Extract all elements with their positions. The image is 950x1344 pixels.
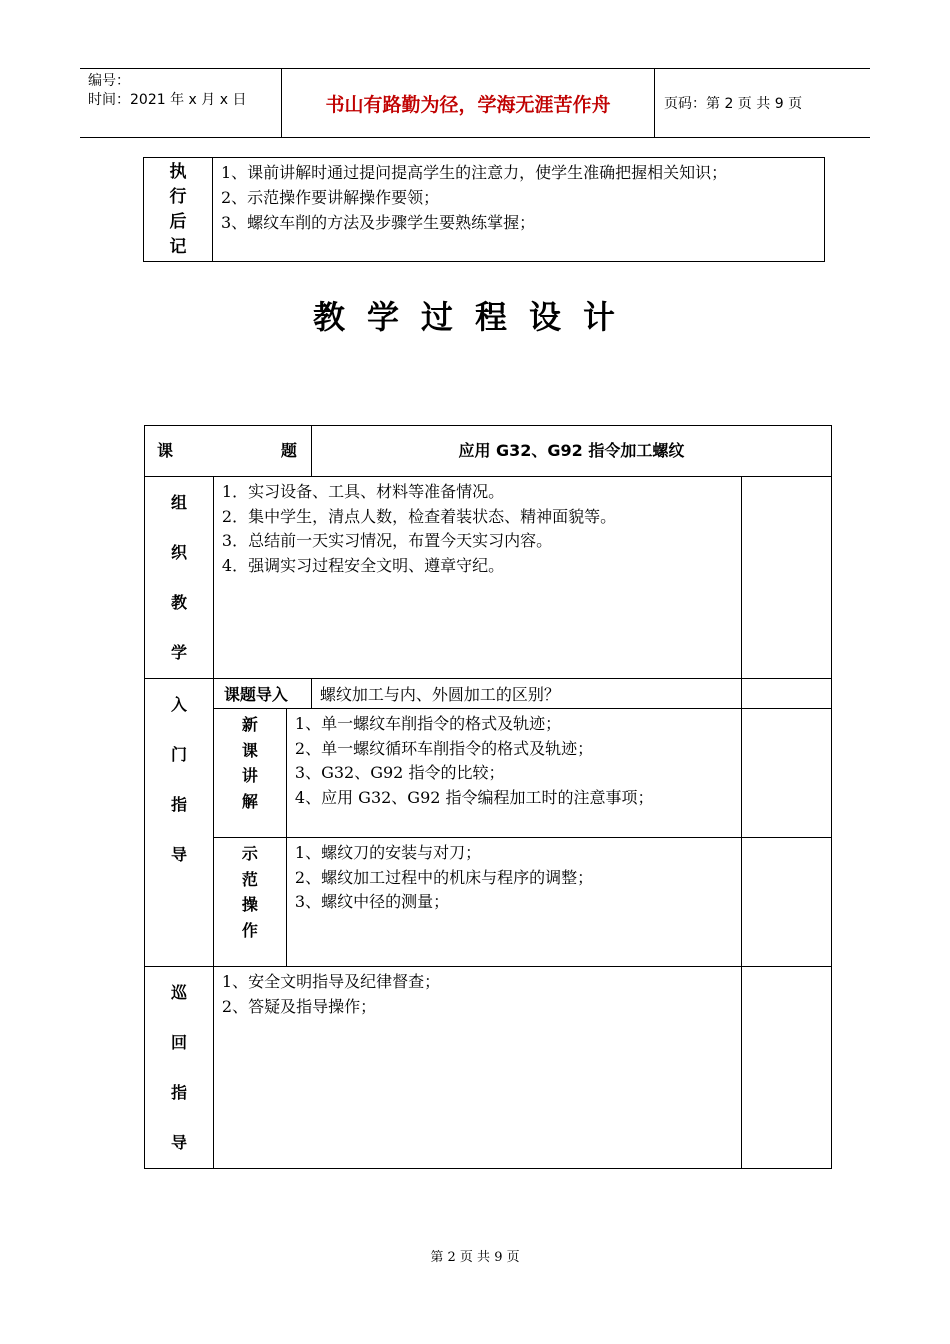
patrol-content (213, 967, 741, 1169)
lead-in-label: 课题导入 (213, 679, 311, 709)
notes-line: 1、课前讲解时通过提问提高学生的注意力，使学生准确把握相关知识； (221, 163, 728, 182)
org-label: 组 织 教 学 (145, 477, 214, 679)
new-lesson-line: 4、应用 G32、G92 指令编程加工时的注意事项； (294, 787, 654, 807)
lead-in-remark (742, 679, 832, 709)
number-label: 编号： (88, 73, 130, 89)
header-page-label: 页码：第 2 页 共 9 页 (664, 96, 803, 112)
topic-value: 应用 G32、G92 指令加工螺纹 (311, 426, 831, 477)
new-lesson-line: 2、单一螺纹循环车削指令的格式及轨迹； (294, 738, 594, 758)
topic-label: 课 题 (145, 426, 312, 477)
demo-line: 1、螺纹刀的安装与对刀； (294, 843, 482, 862)
notes-label: 执 行 后 记 (144, 158, 213, 262)
notes-line: 3、螺纹车削的方法及步骤学生要熟练掌握； (221, 213, 536, 232)
new-lesson-line: 3、G32、G92 指令的比较； (294, 763, 505, 782)
demo-content (286, 838, 741, 967)
demo-label: 示 范 操 作 (213, 838, 286, 967)
demo-remark (742, 838, 832, 967)
header-meta (80, 69, 282, 137)
new-lesson-remark (742, 709, 832, 838)
lead-in-text: 螺纹加工与内、外圆加工的区别？ (311, 679, 741, 709)
org-content (213, 477, 741, 679)
patrol-remark (742, 967, 832, 1169)
lesson-table (144, 425, 832, 1169)
org-line: 2．集中学生，清点人数，检查着装状态、精神面貌等。 (221, 506, 617, 526)
demo-line: 2、螺纹加工过程中的机床与程序的调整； (294, 867, 594, 887)
patrol-line: 2、答疑及指导操作； (221, 996, 377, 1016)
notes-table (143, 157, 825, 262)
page-header (80, 68, 870, 138)
notes-line: 2、示范操作要讲解操作要领； (221, 188, 440, 207)
new-lesson-content (286, 709, 741, 838)
org-remark (742, 477, 832, 679)
org-line: 4．强调实习过程安全文明、遵章守纪。 (221, 555, 505, 575)
new-lesson-line: 1、单一螺纹车削指令的格式及轨迹； (294, 714, 562, 733)
date-label: 时间：2021 年 x 月 x 日 (88, 92, 247, 108)
org-line: 1．实习设备、工具、材料等准备情况。 (221, 482, 505, 501)
patrol-label: 巡 回 指 导 (145, 967, 214, 1169)
notes-content (213, 158, 825, 262)
page-footer: 第 2 页 共 9 页 (430, 1250, 520, 1265)
page-title: 教学过程设计 (312, 298, 637, 336)
new-lesson-label: 新 课 讲 解 (213, 709, 286, 838)
org-line: 3．总结前一天实习情况，布置今天实习内容。 (221, 531, 553, 550)
header-motto: 书山有路勤为径，学海无涯苦作舟 (282, 69, 655, 137)
intro-label: 入 门 指 导 (145, 679, 214, 967)
demo-line: 3、螺纹中径的测量； (294, 892, 450, 911)
patrol-line: 1、安全文明指导及纪律督查； (221, 972, 441, 991)
